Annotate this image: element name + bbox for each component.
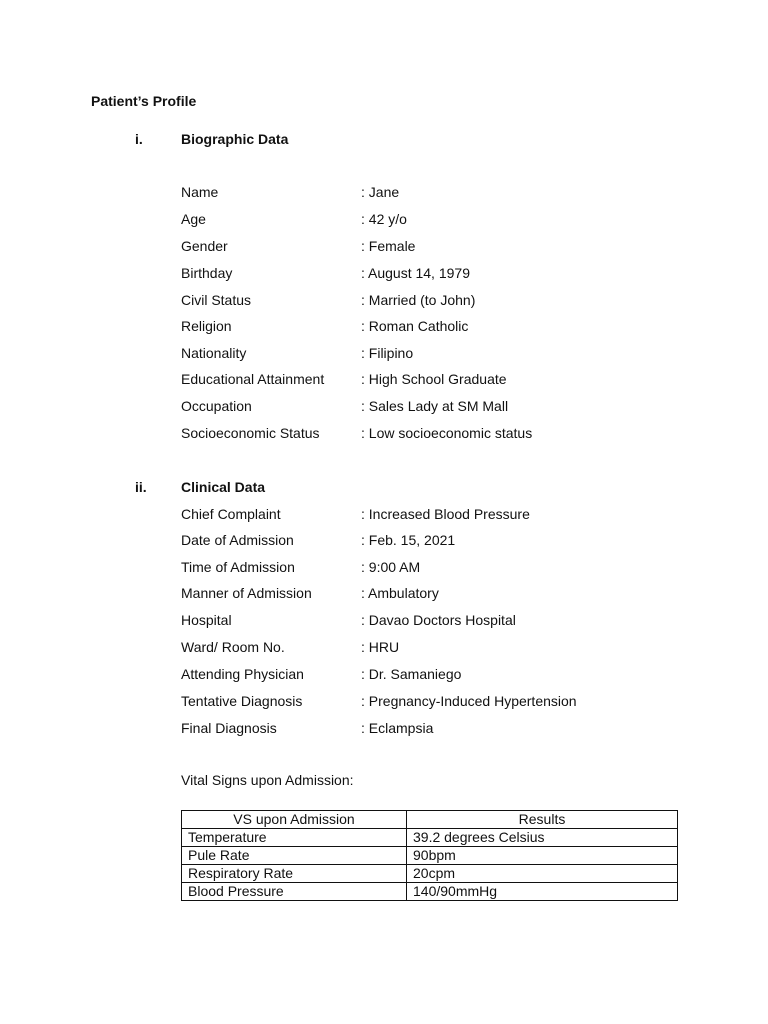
field-label: Gender	[181, 238, 228, 254]
field-label: Nationality	[181, 345, 247, 361]
field-value: : Filipino	[361, 345, 414, 361]
field-value: : Roman Catholic	[361, 318, 469, 334]
table-row	[182, 865, 678, 883]
field-label: Educational Attainment	[181, 371, 325, 387]
table-row	[182, 883, 678, 901]
field-label: Religion	[181, 318, 232, 334]
field-label: Attending Physician	[181, 666, 304, 682]
field-value: : Female	[361, 238, 416, 254]
field-label: Manner of Admission	[181, 585, 312, 601]
field-value: : HRU	[361, 639, 400, 655]
vitals-heading: Vital Signs upon Admission:	[181, 772, 354, 788]
table-header-row	[182, 811, 678, 829]
table-cell: Temperature	[182, 829, 407, 847]
field-value: : Eclampsia	[361, 720, 434, 736]
field-value: : Dr. Samaniego	[361, 666, 462, 682]
field-label: Chief Complaint	[181, 506, 281, 522]
table-cell: Respiratory Rate	[182, 865, 407, 883]
field-value: : High School Graduate	[361, 371, 507, 387]
page-title: Patient’s Profile	[91, 93, 197, 109]
table-cell: 90bpm	[407, 847, 678, 865]
field-value: : Ambulatory	[361, 585, 439, 601]
column-header: VS upon Admission	[182, 811, 407, 829]
field-value: : Increased Blood Pressure	[361, 506, 530, 522]
field-value: : Sales Lady at SM Mall	[361, 398, 509, 414]
field-label: Hospital	[181, 612, 232, 628]
field-value: : Davao Doctors Hospital	[361, 612, 516, 628]
table-cell: Pule Rate	[182, 847, 407, 865]
field-label: Final Diagnosis	[181, 720, 277, 736]
table-cell: 140/90mmHg	[407, 883, 678, 901]
field-label: Time of Admission	[181, 559, 295, 575]
table-cell: Blood Pressure	[182, 883, 407, 901]
field-label: Occupation	[181, 398, 252, 414]
field-value: : 42 y/o	[361, 211, 407, 227]
vitals-table	[181, 810, 678, 901]
field-value: : Feb. 15, 2021	[361, 532, 456, 548]
field-label: Date of Admission	[181, 532, 294, 548]
field-label: Ward/ Room No.	[181, 639, 285, 655]
field-value: : Jane	[361, 184, 400, 200]
section-number-bio: i.	[135, 131, 143, 147]
table-cell: 20cpm	[407, 865, 678, 883]
column-header: Results	[407, 811, 678, 829]
field-value: : Low socioeconomic status	[361, 425, 533, 441]
field-value: : Married (to John)	[361, 292, 476, 308]
table-row	[182, 829, 678, 847]
field-label: Tentative Diagnosis	[181, 693, 303, 709]
field-value: : Pregnancy-Induced Hypertension	[361, 693, 577, 709]
field-label: Socioeconomic Status	[181, 425, 320, 441]
field-value: : 9:00 AM	[361, 559, 421, 575]
section-title-clinical: Clinical Data	[181, 479, 266, 495]
field-label: Age	[181, 211, 206, 227]
table-row	[182, 847, 678, 865]
field-label: Name	[181, 184, 219, 200]
section-title-bio: Biographic Data	[181, 131, 289, 147]
field-value: : August 14, 1979	[361, 265, 470, 281]
table-cell: 39.2 degrees Celsius	[407, 829, 678, 847]
section-number-clinical: ii.	[135, 479, 147, 495]
field-label: Birthday	[181, 265, 233, 281]
field-label: Civil Status	[181, 292, 252, 308]
